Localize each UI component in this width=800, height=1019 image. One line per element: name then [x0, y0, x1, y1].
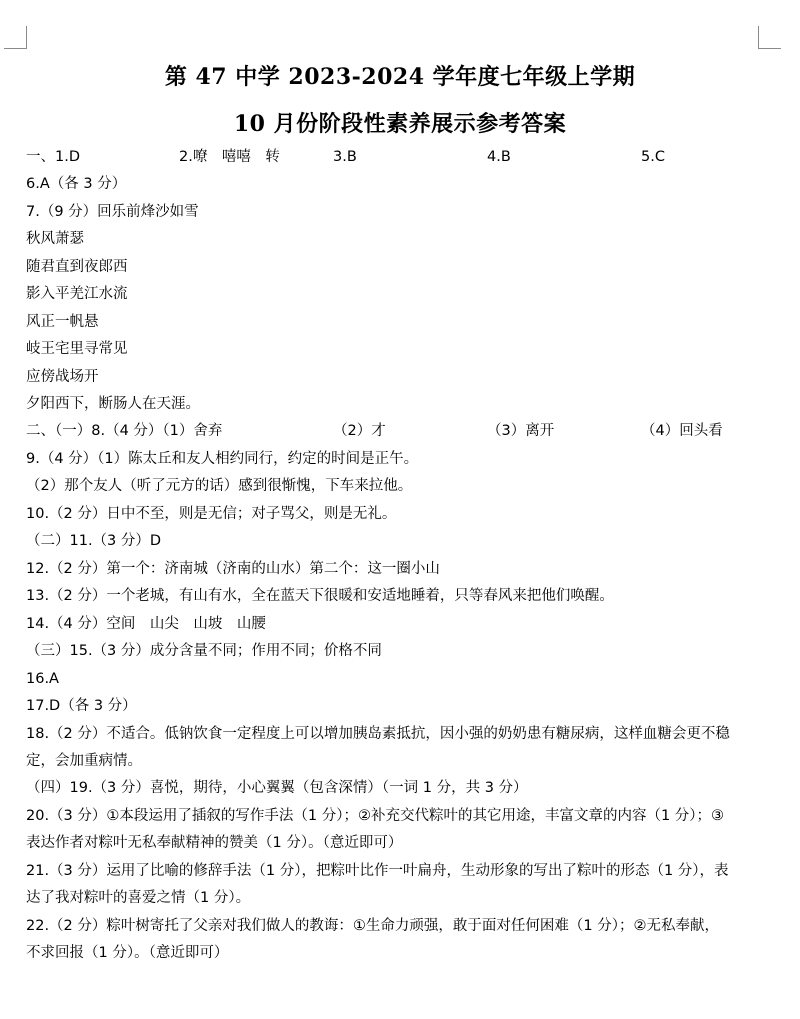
- answer-20: 20.（3 分）①本段运用了插叙的写作手法（1 分）；②补充交代粽叶的其它用途，丰富文章的内容（1 分）；③: [26, 808, 725, 824]
- answer-12: 12.（2 分）第一个：济南城（济南的山水）第二个：这一圈小山: [26, 561, 440, 577]
- answer-7-line: 秋风萧瑟: [26, 231, 84, 247]
- crop-mark-top-right: [758, 26, 781, 49]
- answer-7-line: 影入平羌江水流: [26, 286, 128, 302]
- answer-14: 14.（4 分）空间 山尖 山坡 山腰: [26, 616, 266, 632]
- answer-7-line: 应傍战场开: [26, 369, 99, 385]
- answer-3: 3.B: [333, 149, 357, 165]
- answer-8-2: （2）才: [333, 423, 386, 439]
- answer-8-4: （4）回头看: [641, 423, 723, 439]
- document-subtitle: 10 月份阶段性素养展示参考答案: [233, 111, 567, 137]
- answer-4: 4.B: [487, 149, 511, 165]
- answer-19: （四）19.（3 分）喜悦，期待，小心翼翼（包含深情）（一词 1 分，共 3 分）: [26, 780, 528, 796]
- answer-8-1: 二、（一）8.（4 分）（1）舍弃: [26, 423, 223, 439]
- answer-11: （二）11.（3 分）D: [26, 533, 162, 549]
- answer-5: 5.C: [641, 149, 665, 165]
- answer-1: 一、1.D: [26, 149, 80, 165]
- answer-20-cont: 表达作者对粽叶无私奉献精神的赞美（1 分）。（意近即可）: [26, 835, 403, 851]
- answer-10: 10.（2 分）日中不至，则是无信；对子骂父，则是无礼。: [26, 506, 397, 522]
- answer-6: 6.A（各 3 分）: [26, 176, 127, 192]
- answer-7-line: 岐王宅里寻常见: [26, 341, 128, 357]
- answer-17: 17.D（各 3 分）: [26, 698, 137, 714]
- answer-18: 18.（2 分）不适合。低钠饮食一定程度上可以增加胰岛素抵抗，因小强的奶奶患有糖尿病，这样血糖会更不稳: [26, 726, 730, 742]
- answer-21: 21.（3 分）运用了比喻的修辞手法（1 分），把粽叶比作一叶扁舟，生动形象的写出了粽叶的形态（1 分），表: [26, 863, 729, 879]
- answer-22-cont: 不求回报（1 分）。（意近即可）: [26, 945, 229, 961]
- answer-13: 13.（2 分）一个老城，有山有水，全在蓝天下很暖和安适地睡着，只等春风来把他们唤醒。: [26, 588, 614, 604]
- answer-18-cont: 定，会加重病情。: [26, 753, 142, 769]
- answer-7-line: 夕阳西下，断肠人在天涯。: [26, 396, 200, 412]
- answer-22: 22.（2 分）粽叶树寄托了父亲对我们做人的教诲：①生命力顽强，敢于面对任何困难（1 分）；②无私奉献，: [26, 918, 719, 934]
- answer-16: 16.A: [26, 671, 59, 687]
- document-title: 第 47 中学 2023-2024 学年度七年级上学期: [164, 64, 636, 90]
- answer-2: 2.嘹 嘻嘻 转: [179, 149, 280, 165]
- answer-7-line: 随君直到夜郎西: [26, 259, 128, 275]
- answer-21-cont: 达了我对粽叶的喜爱之情（1 分）。: [26, 890, 251, 906]
- answer-7-line: 风正一帆悬: [26, 314, 99, 330]
- answer-15: （三）15.（3 分）成分含量不同；作用不同；价格不同: [26, 643, 382, 659]
- answer-9: 9.（4 分）（1）陈太丘和友人相约同行，约定的时间是正午。: [26, 451, 419, 467]
- answer-8-3: （3）离开: [487, 423, 555, 439]
- answer-9-part-2: （2）那个友人（听了元方的话）感到很惭愧，下车来拉他。: [26, 478, 413, 494]
- answer-7: 7.（9 分）回乐前烽沙如雪: [26, 204, 199, 220]
- crop-mark-top-left: [4, 26, 27, 49]
